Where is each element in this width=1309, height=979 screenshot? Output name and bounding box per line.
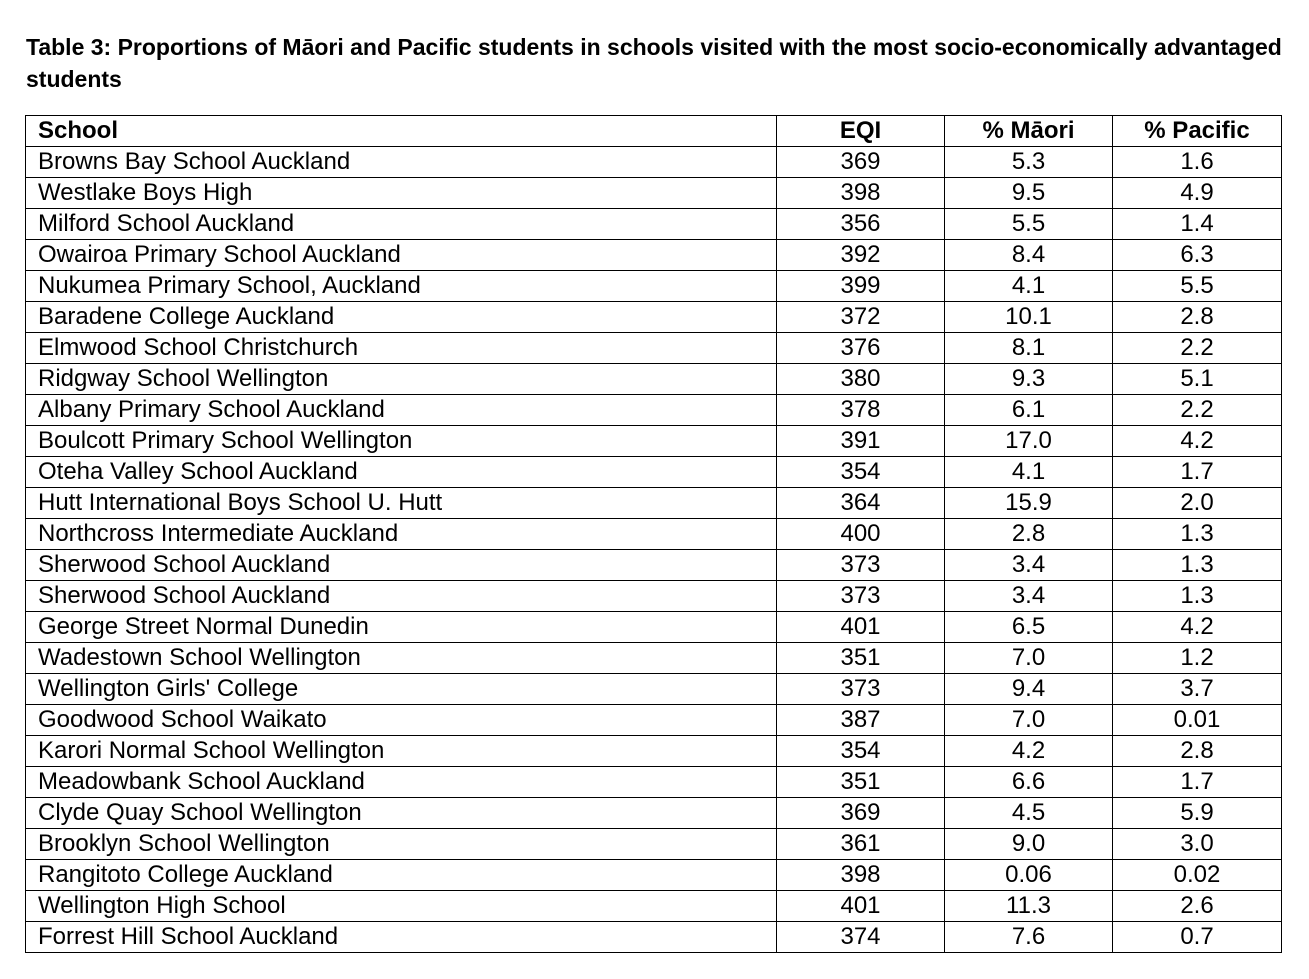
cell-maori: 6.1	[945, 395, 1113, 426]
cell-pacific: 1.7	[1113, 457, 1282, 488]
cell-maori: 17.0	[945, 426, 1113, 457]
cell-pacific: 4.9	[1113, 178, 1282, 209]
cell-school: Milford School Auckland	[26, 209, 777, 240]
cell-school: Oteha Valley School Auckland	[26, 457, 777, 488]
cell-maori: 4.2	[945, 736, 1113, 767]
cell-maori: 15.9	[945, 488, 1113, 519]
cell-school: Albany Primary School Auckland	[26, 395, 777, 426]
cell-eqi: 400	[777, 519, 945, 550]
table-row	[26, 860, 1282, 891]
cell-eqi: 374	[777, 922, 945, 953]
cell-pacific: 0.02	[1113, 860, 1282, 891]
cell-maori: 9.4	[945, 674, 1113, 705]
cell-pacific: 0.01	[1113, 705, 1282, 736]
cell-eqi: 401	[777, 891, 945, 922]
cell-pacific: 2.0	[1113, 488, 1282, 519]
cell-pacific: 2.8	[1113, 736, 1282, 767]
table-row	[26, 643, 1282, 674]
cell-pacific: 1.2	[1113, 643, 1282, 674]
cell-eqi: 391	[777, 426, 945, 457]
cell-school: Sherwood School Auckland	[26, 550, 777, 581]
cell-school: Hutt International Boys School U. Hutt	[26, 488, 777, 519]
table-row	[26, 209, 1282, 240]
cell-eqi: 351	[777, 767, 945, 798]
cell-school: Rangitoto College Auckland	[26, 860, 777, 891]
cell-pacific: 2.2	[1113, 333, 1282, 364]
cell-school: George Street Normal Dunedin	[26, 612, 777, 643]
cell-eqi: 369	[777, 798, 945, 829]
cell-pacific: 1.6	[1113, 147, 1282, 178]
cell-eqi: 373	[777, 581, 945, 612]
cell-maori: 5.3	[945, 147, 1113, 178]
cell-maori: 9.0	[945, 829, 1113, 860]
cell-school: Nukumea Primary School, Auckland	[26, 271, 777, 302]
cell-maori: 3.4	[945, 550, 1113, 581]
cell-school: Wadestown School Wellington	[26, 643, 777, 674]
cell-pacific: 3.7	[1113, 674, 1282, 705]
cell-maori: 8.1	[945, 333, 1113, 364]
table-row	[26, 550, 1282, 581]
cell-eqi: 387	[777, 705, 945, 736]
cell-school: Clyde Quay School Wellington	[26, 798, 777, 829]
table-row	[26, 922, 1282, 953]
table-row	[26, 302, 1282, 333]
cell-pacific: 2.8	[1113, 302, 1282, 333]
cell-school: Wellington High School	[26, 891, 777, 922]
cell-maori: 4.1	[945, 457, 1113, 488]
cell-pacific: 4.2	[1113, 612, 1282, 643]
cell-pacific: 4.2	[1113, 426, 1282, 457]
table-row	[26, 612, 1282, 643]
cell-eqi: 361	[777, 829, 945, 860]
header-maori: % Māori	[945, 116, 1113, 147]
cell-pacific: 1.3	[1113, 550, 1282, 581]
cell-school: Goodwood School Waikato	[26, 705, 777, 736]
header-pacific: % Pacific	[1113, 116, 1282, 147]
cell-eqi: 392	[777, 240, 945, 271]
cell-eqi: 356	[777, 209, 945, 240]
cell-eqi: 380	[777, 364, 945, 395]
cell-pacific: 1.3	[1113, 519, 1282, 550]
table-row	[26, 147, 1282, 178]
cell-school: Northcross Intermediate Auckland	[26, 519, 777, 550]
cell-maori: 11.3	[945, 891, 1113, 922]
cell-maori: 6.5	[945, 612, 1113, 643]
cell-eqi: 399	[777, 271, 945, 302]
table-row	[26, 488, 1282, 519]
cell-school: Forrest Hill School Auckland	[26, 922, 777, 953]
cell-maori: 6.6	[945, 767, 1113, 798]
cell-eqi: 364	[777, 488, 945, 519]
cell-school: Sherwood School Auckland	[26, 581, 777, 612]
cell-maori: 9.5	[945, 178, 1113, 209]
table-row	[26, 891, 1282, 922]
cell-eqi: 373	[777, 674, 945, 705]
cell-school: Browns Bay School Auckland	[26, 147, 777, 178]
table-row	[26, 240, 1282, 271]
table-row	[26, 767, 1282, 798]
table-header-row	[26, 116, 1282, 147]
cell-eqi: 351	[777, 643, 945, 674]
table-row	[26, 798, 1282, 829]
cell-school: Baradene College Auckland	[26, 302, 777, 333]
cell-eqi: 372	[777, 302, 945, 333]
cell-school: Elmwood School Christchurch	[26, 333, 777, 364]
cell-school: Boulcott Primary School Wellington	[26, 426, 777, 457]
cell-pacific: 5.9	[1113, 798, 1282, 829]
header-eqi: EQI	[777, 116, 945, 147]
table-row	[26, 674, 1282, 705]
cell-maori: 3.4	[945, 581, 1113, 612]
cell-pacific: 2.2	[1113, 395, 1282, 426]
table-row	[26, 271, 1282, 302]
cell-school: Owairoa Primary School Auckland	[26, 240, 777, 271]
table-row	[26, 457, 1282, 488]
cell-pacific: 0.7	[1113, 922, 1282, 953]
cell-eqi: 398	[777, 860, 945, 891]
cell-pacific: 5.1	[1113, 364, 1282, 395]
cell-eqi: 398	[777, 178, 945, 209]
cell-maori: 7.0	[945, 643, 1113, 674]
cell-eqi: 369	[777, 147, 945, 178]
table-row	[26, 581, 1282, 612]
cell-maori: 8.4	[945, 240, 1113, 271]
cell-school: Brooklyn School Wellington	[26, 829, 777, 860]
cell-eqi: 354	[777, 736, 945, 767]
table-caption: Table 3: Proportions of Māori and Pacific students in schools visited with the most socio-economically advantaged students	[26, 34, 1282, 92]
table-row	[26, 364, 1282, 395]
cell-eqi: 376	[777, 333, 945, 364]
table-row	[26, 333, 1282, 364]
header-school: School	[26, 116, 777, 147]
cell-pacific: 6.3	[1113, 240, 1282, 271]
cell-eqi: 401	[777, 612, 945, 643]
cell-pacific: 1.3	[1113, 581, 1282, 612]
cell-eqi: 378	[777, 395, 945, 426]
schools-table	[25, 115, 1282, 953]
cell-maori: 5.5	[945, 209, 1113, 240]
cell-school: Meadowbank School Auckland	[26, 767, 777, 798]
cell-maori: 7.6	[945, 922, 1113, 953]
cell-pacific: 2.6	[1113, 891, 1282, 922]
cell-school: Karori Normal School Wellington	[26, 736, 777, 767]
table-row	[26, 395, 1282, 426]
cell-pacific: 5.5	[1113, 271, 1282, 302]
table-row	[26, 426, 1282, 457]
cell-pacific: 1.4	[1113, 209, 1282, 240]
table-row	[26, 705, 1282, 736]
table-row	[26, 178, 1282, 209]
cell-maori: 4.5	[945, 798, 1113, 829]
cell-maori: 9.3	[945, 364, 1113, 395]
table-body	[26, 147, 1282, 953]
table-row	[26, 829, 1282, 860]
cell-eqi: 373	[777, 550, 945, 581]
cell-pacific: 3.0	[1113, 829, 1282, 860]
cell-eqi: 354	[777, 457, 945, 488]
cell-school: Westlake Boys High	[26, 178, 777, 209]
cell-school: Ridgway School Wellington	[26, 364, 777, 395]
cell-maori: 4.1	[945, 271, 1113, 302]
cell-school: Wellington Girls' College	[26, 674, 777, 705]
cell-maori: 7.0	[945, 705, 1113, 736]
cell-maori: 0.06	[945, 860, 1113, 891]
table-row	[26, 519, 1282, 550]
cell-pacific: 1.7	[1113, 767, 1282, 798]
cell-maori: 2.8	[945, 519, 1113, 550]
cell-maori: 10.1	[945, 302, 1113, 333]
table-row	[26, 736, 1282, 767]
